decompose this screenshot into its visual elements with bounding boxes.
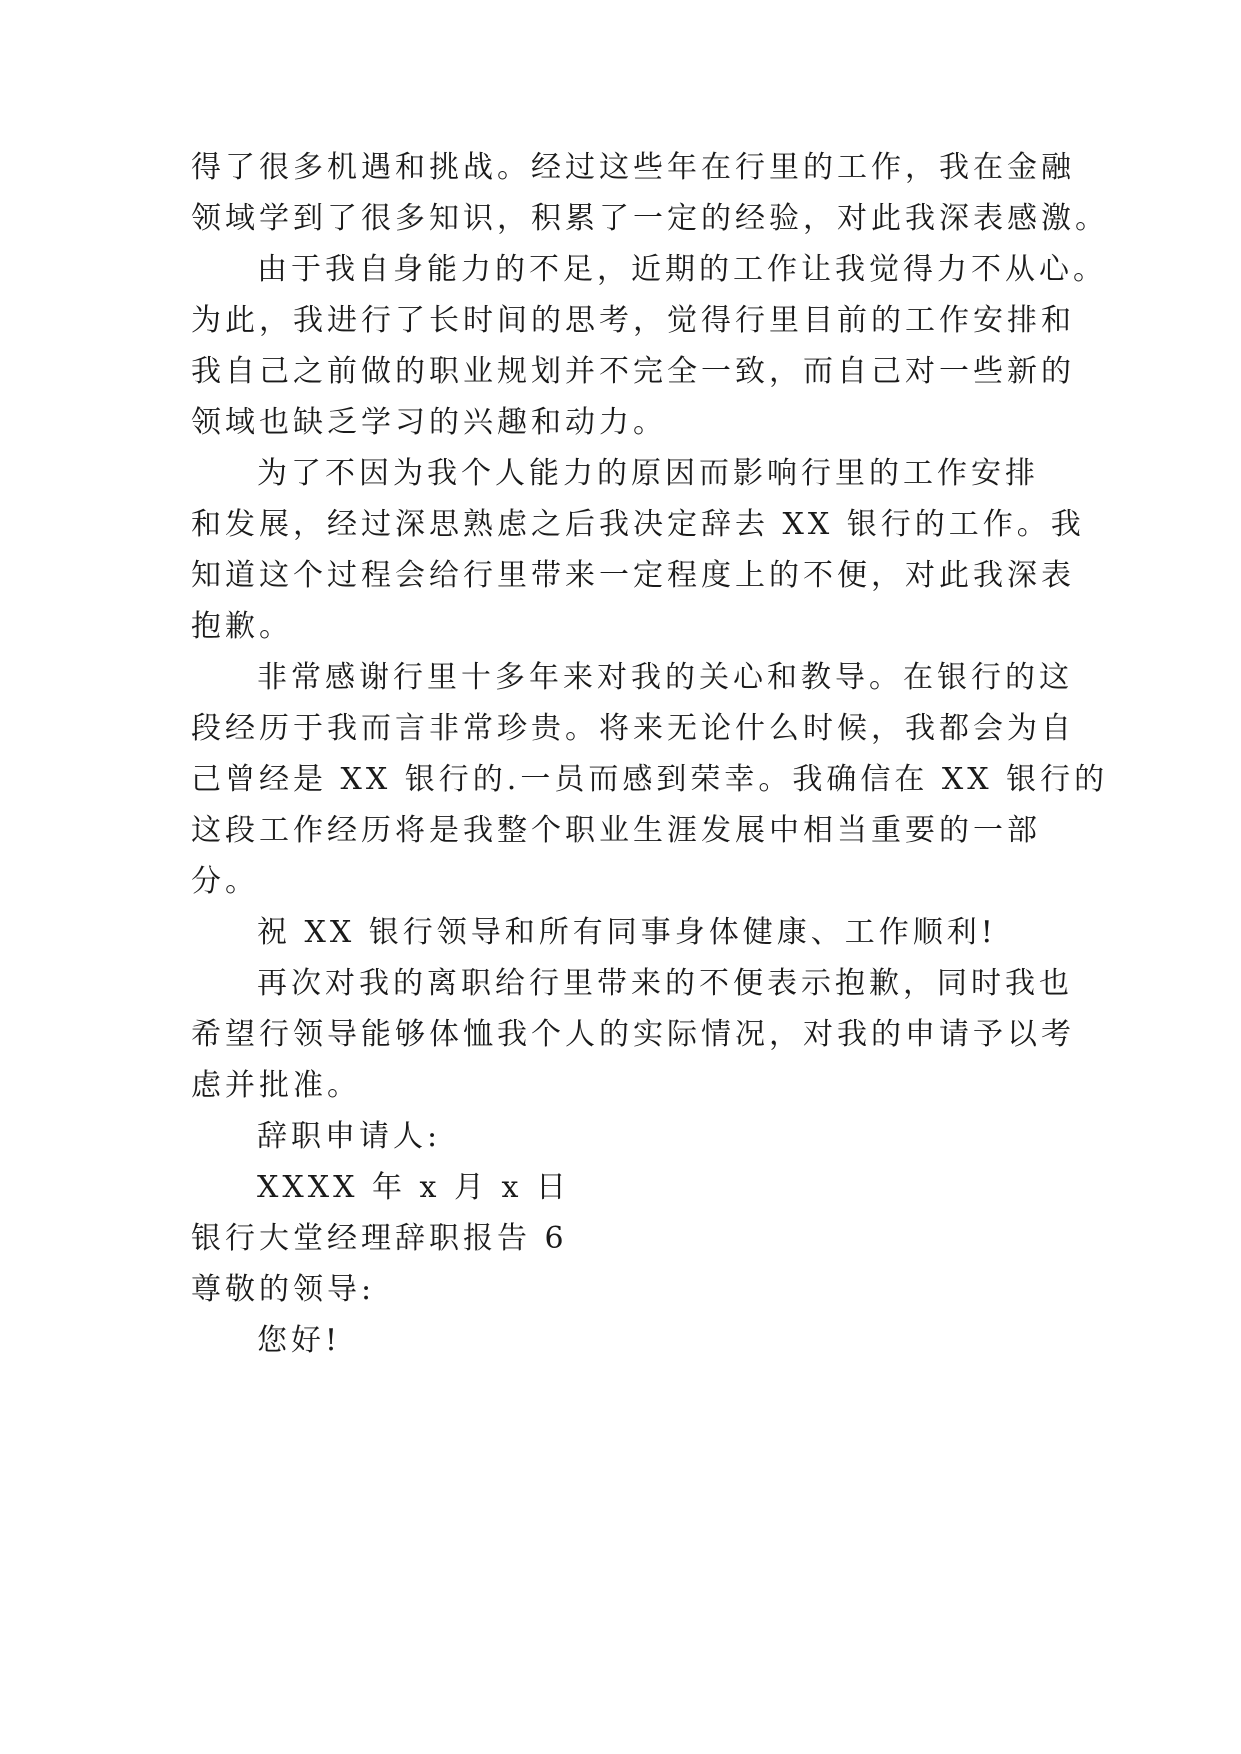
- text-line: 得了很多机遇和挑战。经过这些年在行里的工作，我在金融: [191, 150, 1075, 185]
- text-line: 己曾经是 XX 银行的.一员而感到荣幸。我确信在 XX 银行的: [191, 762, 1109, 797]
- text-line: 段经历于我而言非常珍贵。将来无论什么时候，我都会为自: [191, 711, 1075, 746]
- salutation: 尊敬的领导:: [191, 1272, 376, 1307]
- paragraph-start: 祝 XX 银行领导和所有同事身体健康、工作顺利!: [257, 915, 997, 950]
- text-line: 为此，我进行了长时间的思考，觉得行里目前的工作安排和: [191, 303, 1075, 338]
- text-line: 知道这个过程会给行里带来一定程度上的不便，对此我深表: [191, 558, 1075, 593]
- text-line: 领域也缺乏学习的兴趣和动力。: [191, 405, 667, 440]
- paragraph-start: 为了不因为我个人能力的原因而影响行里的工作安排: [257, 456, 1039, 491]
- text-line: 这段工作经历将是我整个职业生涯发展中相当重要的一部: [191, 813, 1041, 848]
- date-line: XXXX 年 x 月 x 日: [257, 1170, 570, 1205]
- signature-label: 辞职申请人:: [257, 1119, 442, 1154]
- section-heading: 银行大堂经理辞职报告 6: [191, 1221, 568, 1256]
- greeting: 您好!: [257, 1323, 342, 1358]
- paragraph-start: 再次对我的离职给行里带来的不便表示抱歉，同时我也: [257, 966, 1073, 1001]
- text-line: 分。: [191, 864, 259, 899]
- text-line: 领域学到了很多知识，积累了一定的经验，对此我深表感激。: [191, 201, 1109, 236]
- text-line: 抱歉。: [191, 609, 293, 644]
- text-line: 虑并批准。: [191, 1068, 361, 1103]
- text-line: 希望行领导能够体恤我个人的实际情况，对我的申请予以考: [191, 1017, 1075, 1052]
- paragraph-start: 非常感谢行里十多年来对我的关心和教导。在银行的这: [257, 660, 1073, 695]
- text-line: 我自己之前做的职业规划并不完全一致，而自己对一些新的: [191, 354, 1075, 389]
- text-line: 和发展，经过深思熟虑之后我决定辞去 XX 银行的工作。我: [191, 507, 1085, 542]
- paragraph-start: 由于我自身能力的不足，近期的工作让我觉得力不从心。: [257, 252, 1107, 287]
